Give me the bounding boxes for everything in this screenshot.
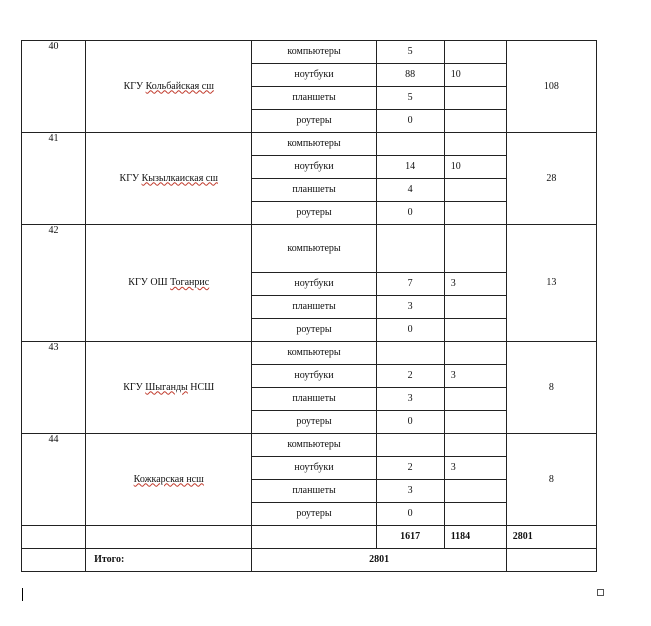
device-type: компьютеры — [252, 434, 376, 457]
quantity-cell — [376, 342, 444, 365]
quantity-cell: 3 — [376, 296, 444, 319]
organization-name — [86, 225, 252, 342]
organization-name — [86, 41, 252, 133]
empty-cell — [22, 526, 86, 549]
org-prefix: КГУ — [123, 80, 144, 92]
device-type: роутеры — [252, 319, 376, 342]
table-row — [22, 133, 597, 156]
devices-table — [21, 40, 597, 572]
sum-additional: 1184 — [444, 526, 506, 549]
quantity-cell: 5 — [376, 87, 444, 110]
device-type: ноутбуки — [252, 365, 376, 388]
table-resize-handle[interactable] — [597, 589, 604, 596]
empty-cell — [22, 549, 86, 572]
quantity-cell: 3 — [376, 388, 444, 411]
row-number: 44 — [22, 434, 86, 526]
text-cursor — [22, 588, 23, 601]
table-body — [22, 41, 597, 572]
organization-name — [86, 434, 252, 526]
empty-cell — [506, 549, 596, 572]
organization-name — [86, 342, 252, 434]
quantity-cell: 14 — [376, 156, 444, 179]
org-name: Шыганды — [145, 381, 188, 393]
additional-quantity-cell: 3 — [444, 365, 506, 388]
device-type: ноутбуки — [252, 156, 376, 179]
sum-total: 2801 — [506, 526, 596, 549]
sum-quantity: 1617 — [376, 526, 444, 549]
device-type: планшеты — [252, 179, 376, 202]
device-type: ноутбуки — [252, 64, 376, 87]
additional-quantity-cell — [444, 411, 506, 434]
org-prefix: КГУ — [119, 172, 140, 184]
group-total: 28 — [506, 133, 596, 225]
device-type: планшеты — [252, 87, 376, 110]
empty-cell — [86, 526, 252, 549]
group-total: 8 — [506, 342, 596, 434]
additional-quantity-cell — [444, 319, 506, 342]
additional-quantity-cell — [444, 342, 506, 365]
organization-name — [86, 133, 252, 225]
quantity-cell: 3 — [376, 480, 444, 503]
quantity-cell: 0 — [376, 411, 444, 434]
device-type: роутеры — [252, 503, 376, 526]
additional-quantity-cell — [444, 110, 506, 133]
additional-quantity-cell — [444, 388, 506, 411]
quantity-cell: 2 — [376, 365, 444, 388]
quantity-cell: 0 — [376, 202, 444, 225]
device-type: роутеры — [252, 110, 376, 133]
quantity-cell: 0 — [376, 503, 444, 526]
device-type: роутеры — [252, 411, 376, 434]
org-name: Кольбайская сш — [145, 80, 214, 92]
additional-quantity-cell — [444, 480, 506, 503]
org-prefix: КГУ — [123, 381, 143, 393]
additional-quantity-cell — [444, 133, 506, 156]
quantity-cell: 2 — [376, 457, 444, 480]
quantity-cell: 0 — [376, 110, 444, 133]
additional-quantity-cell: 3 — [444, 457, 506, 480]
quantity-cell: 7 — [376, 273, 444, 296]
group-total: 8 — [506, 434, 596, 526]
org-name: Кожкарская нсш — [133, 473, 204, 485]
device-type: ноутбуки — [252, 457, 376, 480]
table-row — [22, 225, 597, 273]
row-number: 40 — [22, 41, 86, 133]
additional-quantity-cell — [444, 296, 506, 319]
additional-quantity-cell — [444, 41, 506, 64]
quantity-cell: 4 — [376, 179, 444, 202]
itogo-row — [22, 549, 597, 572]
device-type: планшеты — [252, 480, 376, 503]
group-total: 108 — [506, 41, 596, 133]
additional-quantity-cell — [444, 179, 506, 202]
empty-cell — [252, 526, 376, 549]
quantity-cell: 5 — [376, 41, 444, 64]
device-type: ноутбуки — [252, 273, 376, 296]
org-name: Кызылкаиская сш — [141, 172, 218, 184]
row-number: 43 — [22, 342, 86, 434]
table-row — [22, 342, 597, 365]
sums-row — [22, 526, 597, 549]
quantity-cell — [376, 225, 444, 273]
org-prefix: КГУ ОШ — [128, 277, 168, 288]
quantity-cell — [376, 434, 444, 457]
additional-quantity-cell — [444, 434, 506, 457]
additional-quantity-cell — [444, 503, 506, 526]
itogo-label: Итого: — [86, 549, 252, 572]
itogo-value: 2801 — [252, 549, 506, 572]
additional-quantity-cell — [444, 225, 506, 273]
device-type: планшеты — [252, 388, 376, 411]
additional-quantity-cell — [444, 202, 506, 225]
table-row — [22, 41, 597, 64]
device-type: компьютеры — [252, 41, 376, 64]
group-total: 13 — [506, 225, 596, 342]
quantity-cell: 0 — [376, 319, 444, 342]
additional-quantity-cell: 3 — [444, 273, 506, 296]
additional-quantity-cell: 10 — [444, 156, 506, 179]
device-type: роутеры — [252, 202, 376, 225]
device-type: компьютеры — [252, 225, 376, 273]
device-type: компьютеры — [252, 133, 376, 156]
org-name: Тоганрис — [170, 277, 210, 288]
row-number: 41 — [22, 133, 86, 225]
device-type: компьютеры — [252, 342, 376, 365]
table-row — [22, 434, 597, 457]
device-type: планшеты — [252, 296, 376, 319]
quantity-cell: 88 — [376, 64, 444, 87]
row-number: 42 — [22, 225, 86, 342]
quantity-cell — [376, 133, 444, 156]
org-suffix: НСШ — [190, 381, 215, 393]
additional-quantity-cell — [444, 87, 506, 110]
additional-quantity-cell: 10 — [444, 64, 506, 87]
